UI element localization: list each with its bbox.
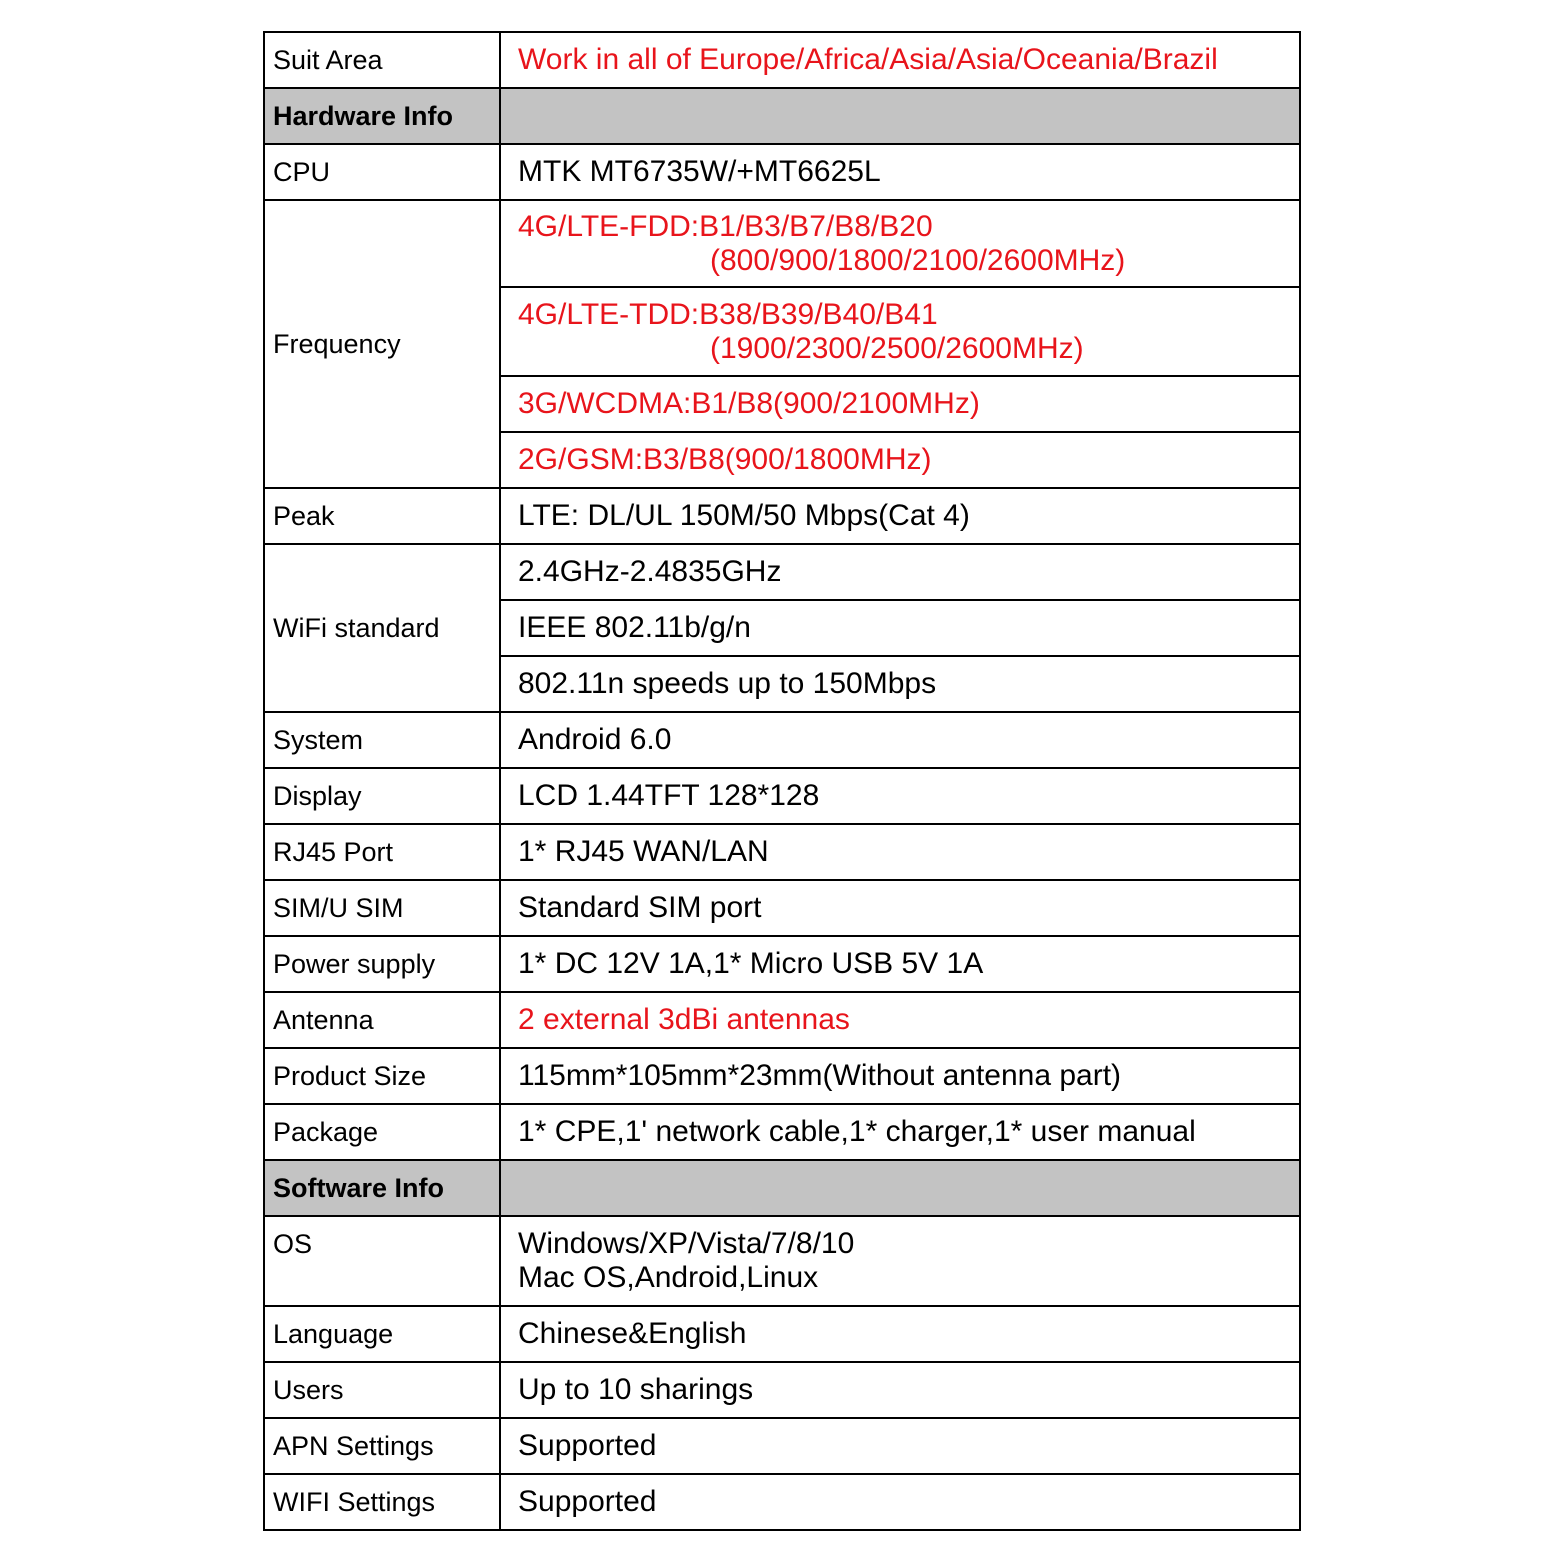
table-row (264, 200, 1300, 287)
wifi-ieee: IEEE 802.11b/g/n (500, 600, 1300, 656)
system-value: Android 6.0 (500, 712, 1300, 768)
table-row (264, 544, 1300, 600)
peak-label: Peak (264, 488, 500, 544)
sim-value: Standard SIM port (500, 880, 1300, 936)
suit-area-label: Suit Area (264, 32, 500, 88)
frequency-fdd-mhz: (800/900/1800/2100/2600MHz) (710, 243, 1126, 277)
frequency-tdd-bands: 4G/LTE-TDD:B38/B39/B40/B41 (518, 297, 938, 331)
table-row (264, 936, 1300, 992)
section-header-hardware (264, 88, 1300, 144)
antenna-label: Antenna (264, 992, 500, 1048)
hardware-info-heading: Hardware Info (264, 88, 500, 144)
wifi-band: 2.4GHz-2.4835GHz (500, 544, 1300, 600)
frequency-label: Frequency (264, 200, 500, 488)
table-row (264, 768, 1300, 824)
antenna-value: 2 external 3dBi antennas (500, 992, 1300, 1048)
cpu-label: CPU (264, 144, 500, 200)
wifi-settings-label: WIFI Settings (264, 1474, 500, 1530)
table-row (264, 1048, 1300, 1104)
display-value: LCD 1.44TFT 128*128 (500, 768, 1300, 824)
section-header-software (264, 1160, 1300, 1216)
table-row (264, 992, 1300, 1048)
frequency-tdd-mhz: (1900/2300/2500/2600MHz) (710, 331, 1084, 365)
display-label: Display (264, 768, 500, 824)
os-label: OS (264, 1216, 500, 1306)
cpu-value: MTK MT6735W/+MT6625L (500, 144, 1300, 200)
os-line-windows: Windows/XP/Vista/7/8/10 (518, 1227, 855, 1260)
table-row (264, 1306, 1300, 1362)
product-size-label: Product Size (264, 1048, 500, 1104)
power-supply-label: Power supply (264, 936, 500, 992)
table-row (264, 712, 1300, 768)
users-label: Users (264, 1362, 500, 1418)
frequency-fdd (500, 200, 1300, 287)
table-row (264, 824, 1300, 880)
frequency-tdd (500, 287, 1300, 376)
language-label: Language (264, 1306, 500, 1362)
peak-value: LTE: DL/UL 150M/50 Mbps(Cat 4) (500, 488, 1300, 544)
product-size-value: 115mm*105mm*23mm(Without antenna part) (500, 1048, 1300, 1104)
wifi-standard-label: WiFi standard (264, 544, 500, 712)
frequency-gsm: 2G/GSM:B3/B8(900/1800MHz) (500, 432, 1300, 488)
table-row (264, 32, 1300, 88)
language-value: Chinese&English (500, 1306, 1300, 1362)
package-label: Package (264, 1104, 500, 1160)
apn-settings-value: Supported (500, 1418, 1300, 1474)
table-row (264, 1104, 1300, 1160)
table-row (264, 1474, 1300, 1530)
frequency-wcdma: 3G/WCDMA:B1/B8(900/2100MHz) (500, 376, 1300, 432)
section-filler (500, 1160, 1300, 1216)
table-row (264, 1418, 1300, 1474)
apn-settings-label: APN Settings (264, 1418, 500, 1474)
os-value (500, 1216, 1300, 1306)
section-filler (500, 88, 1300, 144)
wifi-speed: 802.11n speeds up to 150Mbps (500, 656, 1300, 712)
rj45-value: 1* RJ45 WAN/LAN (500, 824, 1300, 880)
wifi-settings-value: Supported (500, 1474, 1300, 1530)
package-value: 1* CPE,1' network cable,1* charger,1* user manual (500, 1104, 1300, 1160)
os-line-others: Mac OS,Android,Linux (518, 1261, 819, 1294)
frequency-fdd-bands: 4G/LTE-FDD:B1/B3/B7/B8/B20 (518, 209, 933, 243)
suit-area-value: Work in all of Europe/Africa/Asia/Asia/Oceania/Brazil (500, 32, 1300, 88)
table-row (264, 880, 1300, 936)
software-info-heading: Software Info (264, 1160, 500, 1216)
table-row (264, 144, 1300, 200)
rj45-label: RJ45 Port (264, 824, 500, 880)
power-supply-value: 1* DC 12V 1A,1* Micro USB 5V 1A (500, 936, 1300, 992)
sim-label: SIM/U SIM (264, 880, 500, 936)
users-value: Up to 10 sharings (500, 1362, 1300, 1418)
table-row (264, 488, 1300, 544)
spec-table (263, 31, 1301, 1531)
system-label: System (264, 712, 500, 768)
table-row (264, 1362, 1300, 1418)
table-row (264, 1216, 1300, 1306)
